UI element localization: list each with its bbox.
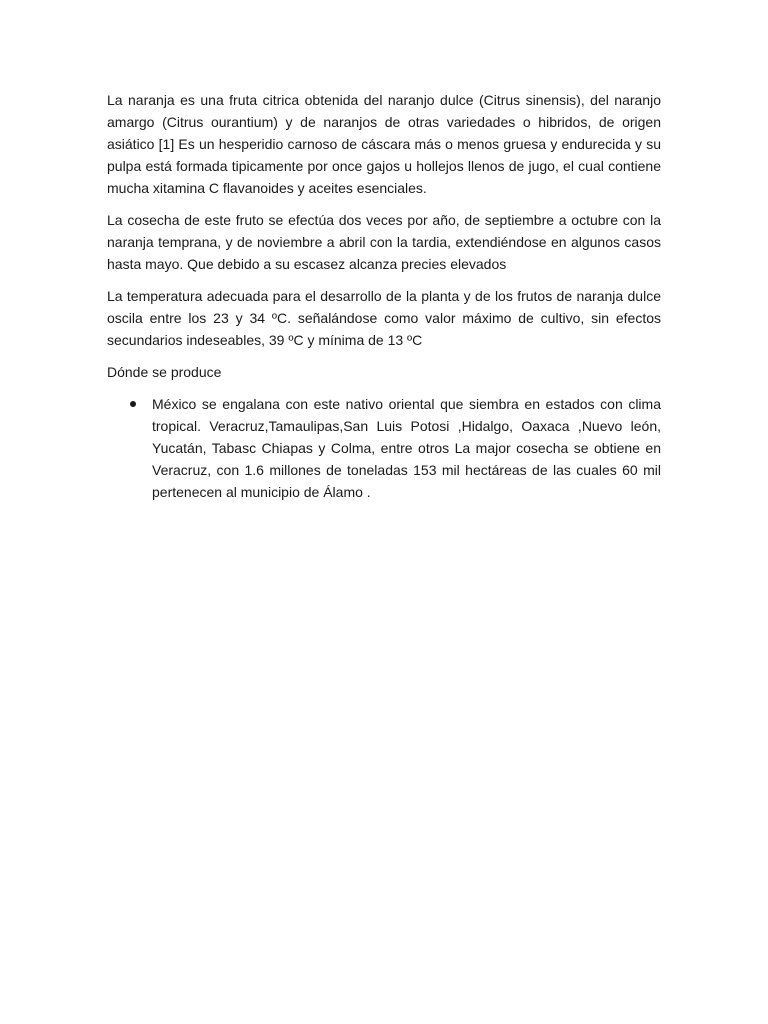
list-item: [107, 393, 661, 503]
bullet-list: [107, 393, 661, 503]
paragraph-intro: La naranja es una fruta citrica obtenida del naranjo dulce (Citrus sinensis), del naranjo amargo (Citrus ourantium) y de naranjos de otras variedades o hibridos, de origen asiático [1] Es un hesperidio carnoso de cáscara más o menos gruesa y endurecida y su pulpa está formada tipicamente por once gajos u hollejos llenos de jugo, el cual contiene mucha xitamina C flavanoides y aceites esenciales.: [107, 92, 661, 196]
paragraph-temperature: La temperatura adecuada para el desarrollo de la planta y de los frutos de naranja dulce oscila entre los 23 y 34 ºC. señalándose como valor máximo de cultivo, sin efectos secundarios indeseables, 39 ºC y mínima de 13 ºC: [107, 288, 661, 348]
bullet-icon: [130, 401, 136, 407]
paragraph-harvest: La cosecha de este fruto se efectúa dos veces por año, de septiembre a octubre con la naranja temprana, y de noviembre a abril con la tardia, extendiéndose en algunos casos hasta mayo. Que debido a su escasez alcanza precies elevados: [107, 212, 661, 272]
document-body: [107, 89, 661, 503]
section-heading: Dónde se produce: [107, 364, 222, 380]
list-item-text: México se engalana con este nativo oriental que siembra en estados con clima tropical. Veracruz,Tamaulipas,San Luis Potosi ,Hidalgo, Oaxaca ,Nuevo león, Yucatán, Tabasc Chiapas y Colma, entre otros La major cosecha se obtiene en Veracruz, con 1.6 millones de toneladas 153 mil hectáreas de las cuales 60 mil pertenecen al municipio de Álamo .: [152, 396, 661, 500]
